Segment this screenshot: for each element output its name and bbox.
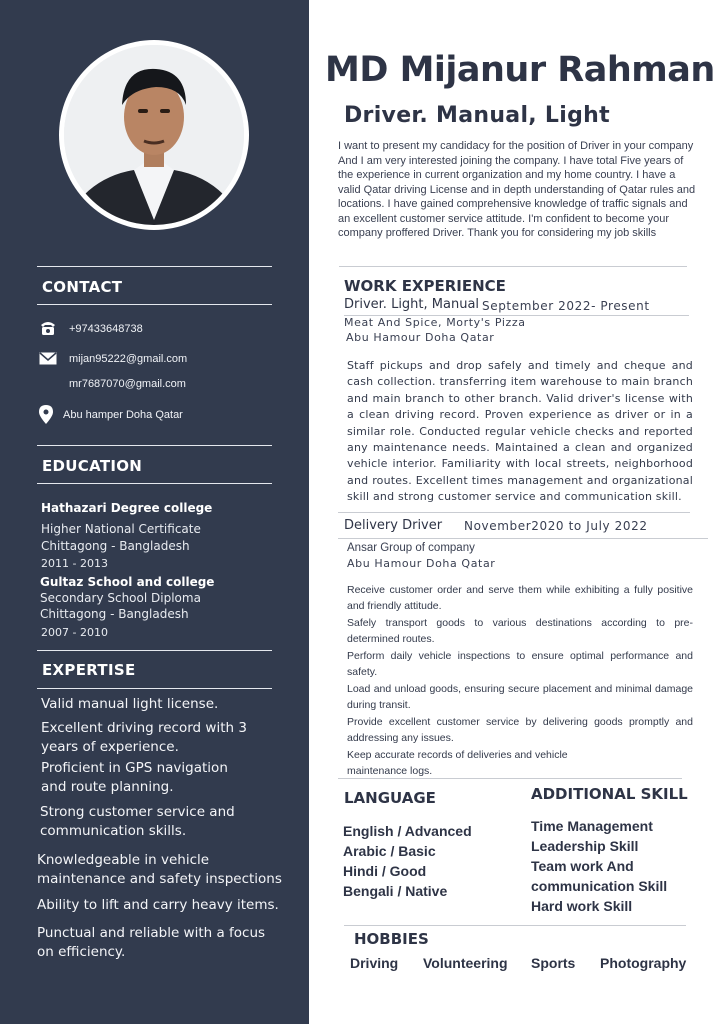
divider — [338, 512, 690, 513]
divider — [37, 483, 272, 484]
mail-icon — [39, 352, 57, 365]
education-degree: Higher National Certificate — [41, 522, 201, 536]
job-duty: Receive customer order and serve them while exhibiting a fully positive and friendly attitude. — [347, 584, 693, 613]
education-school: Hathazari Degree college — [41, 501, 213, 515]
contact-phone[interactable]: +97433648738 — [69, 323, 143, 335]
language-heading: LANGUAGE — [344, 789, 436, 807]
candidate-name: MD Mijanur Rahman — [325, 50, 715, 90]
work-experience-heading: WORK EXPERIENCE — [344, 277, 506, 295]
hobby-item: Volunteering — [423, 955, 508, 971]
contact-address: Abu hamper Doha Qatar — [63, 409, 183, 421]
contact-email-1[interactable]: mijan95222@gmail.com — [69, 353, 188, 365]
skill-item: Hard work Skill — [531, 898, 633, 914]
candidate-role: Driver. Manual, Light — [344, 103, 610, 128]
job-duty: Perform daily vehicle inspections to ensure optimal performance and safety. — [347, 650, 693, 679]
expertise-item: Strong customer service and — [40, 804, 235, 820]
hobby-item: Sports — [531, 955, 576, 971]
divider — [37, 445, 272, 446]
divider — [338, 538, 708, 539]
expertise-item: Punctual and reliable with a focus — [37, 925, 266, 941]
expertise-item: Valid manual light license. — [41, 696, 219, 712]
expertise-item-cont: communication skills. — [40, 823, 187, 839]
expertise-item: Ability to lift and carry heavy items. — [37, 897, 279, 913]
expertise-item: Knowledgeable in vehicle — [37, 852, 210, 868]
divider — [37, 688, 272, 689]
job-period: November2020 to July 2022 — [464, 519, 648, 533]
education-place: Chittagong - Bangladesh — [40, 607, 189, 621]
divider — [344, 925, 686, 926]
job-company: Ansar Group of company — [347, 542, 475, 554]
divider — [37, 650, 272, 651]
expertise-item-cont: years of experience. — [41, 739, 179, 755]
expertise-heading: EXPERTISE — [42, 661, 136, 679]
contact-email-2[interactable]: mr7687070@gmail.com — [69, 378, 186, 390]
language-item: Bengali / Native — [343, 883, 448, 899]
divider — [339, 266, 687, 267]
hobby-item: Driving — [350, 955, 399, 971]
skill-item: communication Skill — [531, 878, 668, 894]
language-item: English / Advanced — [343, 823, 472, 839]
expertise-item-cont: and route planning. — [41, 779, 174, 795]
hobby-item: Photography — [600, 955, 687, 971]
additional-skill-list — [531, 816, 667, 916]
education-years: 2007 - 2010 — [41, 626, 108, 639]
language-item: Hindi / Good — [343, 863, 427, 879]
skill-item: Time Management — [531, 818, 653, 834]
education-heading: EDUCATION — [42, 457, 143, 475]
language-item: Arabic / Basic — [343, 843, 436, 859]
job-title: Driver. Light, Manual — [344, 297, 480, 312]
job-duty: Load and unload goods, ensuring secure placement and minimal damage during transit. — [347, 683, 693, 712]
expertise-item: Proficient in GPS navigation — [41, 760, 228, 776]
language-list — [343, 821, 472, 901]
divider — [37, 266, 272, 267]
hobbies-heading: HOBBIES — [354, 930, 429, 948]
skill-item: Team work And — [531, 858, 634, 874]
job-location: Abu Hamour Doha Qatar — [346, 331, 495, 344]
job-duty: Provide excellent customer service by delivering goods promptly and addressing any issues. — [347, 716, 693, 745]
job-duty: Safely transport goods to various destinations according to pre-determined routes. — [347, 617, 693, 646]
expertise-item-cont: on efficiency. — [37, 944, 126, 960]
education-years: 2011 - 2013 — [41, 557, 108, 570]
job-title: Delivery Driver — [344, 518, 443, 533]
additional-skill-heading: ADDITIONAL SKILL — [531, 785, 688, 803]
education-school: Gultaz School and college — [40, 575, 215, 589]
job-duty: Keep accurate records of deliveries and vehicle maintenance logs. — [347, 749, 568, 778]
phone-icon — [39, 320, 57, 336]
contact-heading: CONTACT — [42, 278, 123, 296]
divider — [37, 304, 272, 305]
job-period: September 2022- Present — [482, 299, 650, 313]
divider — [338, 778, 682, 779]
job-description: Staff pickups and drop safely and timely and cheque and cash collection. transferring item warehouse to main branch and main branch to other branch. Valid driver's license with a clean driving record. Proven experience as driver or in a similar role. Conducted regular vehicle checks and reported any maintenance needs. Maintained a clean and organized vehicle interior. Familiarity with local streets, neighborhood and routes. Excellent times management and organizational skill and strong customer service and communication skill. — [347, 359, 693, 504]
profile-photo — [64, 45, 244, 225]
education-place: Chittagong - Bangladesh — [41, 539, 190, 553]
education-degree: Secondary School Diploma — [40, 591, 201, 605]
location-pin-icon — [39, 405, 53, 424]
job-company: Meat And Spice, Morty's Pizza — [344, 316, 526, 329]
skill-item: Leadership Skill — [531, 838, 639, 854]
expertise-item-cont: maintenance and safety inspections — [37, 871, 282, 887]
job-location: Abu Hamour Doha Qatar — [347, 557, 496, 570]
intro-paragraph: I want to present my candidacy for the position of Driver in your company And I am very interested joining the company. I have total Five years of the experience in current organization and my home country. I have a valid Qatar driving License and in depth understanding of Qatar rules and locations. I have gained comprehensive knowledge of traffic signals and an excellent customer service attitude. I'm confident to become your company proffered Driver. Thank you for considering my job skills — [338, 140, 696, 239]
expertise-item: Excellent driving record with 3 — [41, 720, 247, 736]
